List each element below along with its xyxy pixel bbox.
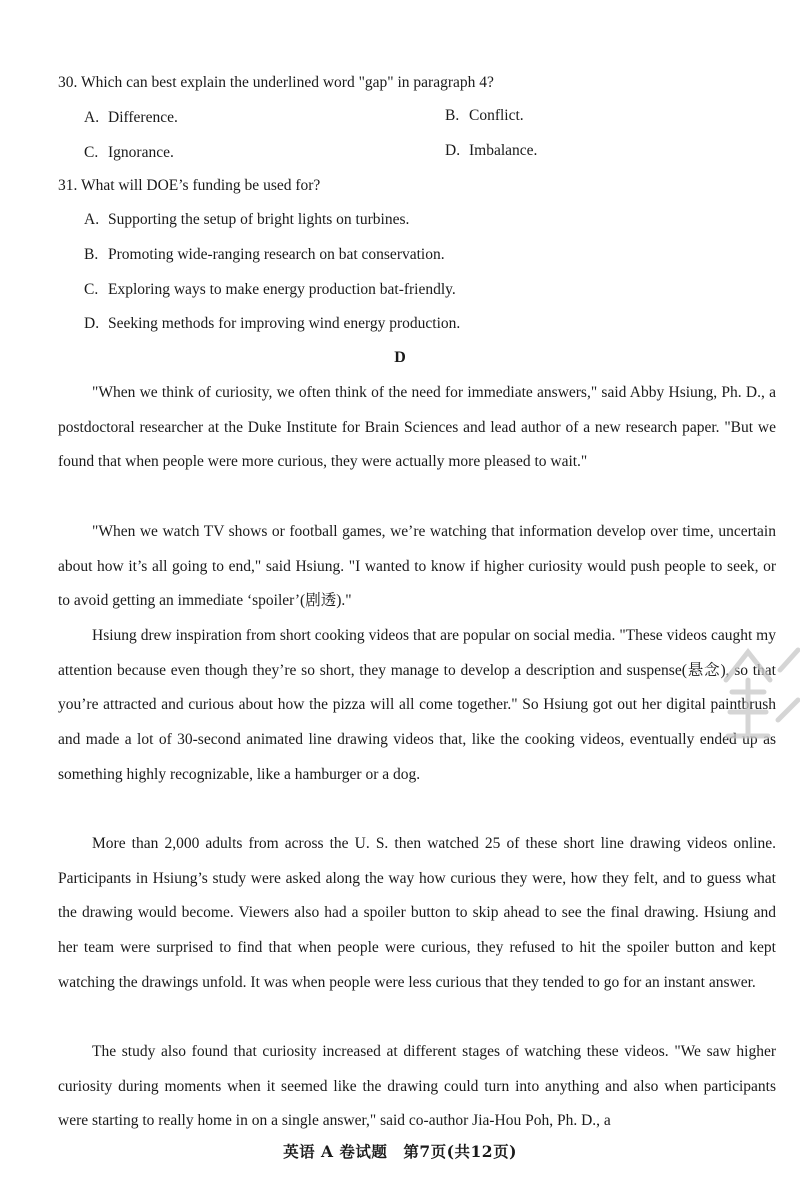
- option-letter: A.: [84, 211, 100, 228]
- option-text: Promoting wide-ranging research on bat conservation.: [108, 246, 445, 263]
- passage-paragraph-3: Hsiung drew inspiration from short cooking videos that are popular on social media. "These videos caught my attention because even though they’re so short, they manage to develop a description and suspense(悬念), so that you’re attracted and curious about how the pizza will all come together." So Hsiung got out her digital paintbrush and made a lot of 30-second animated line drawing videos that, like the cooking videos, eventually ended up as something highly recognizable, like a hamburger or a dog.: [58, 627, 776, 783]
- option-text: Conflict.: [469, 107, 524, 124]
- question-31-option-c[interactable]: [84, 281, 456, 299]
- question-30-option-b[interactable]: [445, 107, 524, 125]
- option-letter: B.: [84, 246, 99, 263]
- option-letter: B.: [445, 107, 460, 124]
- question-31-option-a[interactable]: [84, 211, 409, 229]
- question-30-option-d[interactable]: [445, 142, 537, 160]
- passage-paragraph-5: The study also found that curiosity increased at different stages of watching these videos. "We saw higher curiosity during moments when it seemed like the drawing could turn into anything and also when participants were starting to really home in on a single answer," said co-author Jia-Hou Poh, Ph. D., a: [58, 1043, 776, 1130]
- option-letter: C.: [84, 144, 99, 161]
- question-31-option-b[interactable]: [84, 246, 445, 264]
- passage-letter: D: [394, 349, 406, 366]
- option-text: Difference.: [108, 109, 178, 126]
- question-30-option-a[interactable]: [84, 109, 178, 127]
- option-letter: D.: [445, 142, 461, 159]
- question-31-stem: 31. What will DOE’s funding be used for?: [58, 177, 321, 194]
- option-text: Ignorance.: [108, 144, 174, 161]
- question-30-stem: 30. Which can best explain the underlined word "gap" in paragraph 4?: [58, 74, 494, 91]
- option-text: Seeking methods for improving wind energy production.: [108, 315, 461, 332]
- passage-paragraph-2: "When we watch TV shows or football games, we’re watching that information develop over time, uncertain about how it’s all going to end," said Hsiung. "I wanted to know if higher curiosity would push people to seek, or to avoid getting an immediate ‘spoiler’(剧透).": [58, 523, 776, 610]
- option-letter: D.: [84, 315, 100, 332]
- option-letter: C.: [84, 281, 99, 298]
- passage-paragraph-4: More than 2,000 adults from across the U. S. then watched 25 of these short line drawing videos online. Participants in Hsiung’s study were asked along the way how curious they were, how they felt, and to guess what the drawing would become. Viewers also had a spoiler button to skip ahead to see the final drawing. Hsiung and her team were surprised to find that when people were curious, they refused to hit the spoiler button and kept watching the drawings unfold. It was when people were less curious that they tended to go for an instant answer.: [58, 835, 776, 991]
- page-footer: 英语 A 卷试题 第7页(共12页): [283, 1142, 517, 1161]
- question-30-option-c[interactable]: [84, 144, 174, 162]
- option-letter: A.: [84, 109, 100, 126]
- option-text: Imbalance.: [469, 142, 538, 159]
- question-31-option-d[interactable]: [84, 315, 460, 333]
- option-text: Exploring ways to make energy production bat-friendly.: [108, 281, 456, 298]
- option-text: Supporting the setup of bright lights on turbines.: [108, 211, 410, 228]
- passage-paragraph-1: "When we think of curiosity, we often think of the need for immediate answers," said Abby Hsiung, Ph. D., a postdoctoral researcher at the Duke Institute for Brain Sciences and lead author of a new research paper. "But we found that when people were more curious, they were actually more pleased to wait.": [58, 384, 776, 471]
